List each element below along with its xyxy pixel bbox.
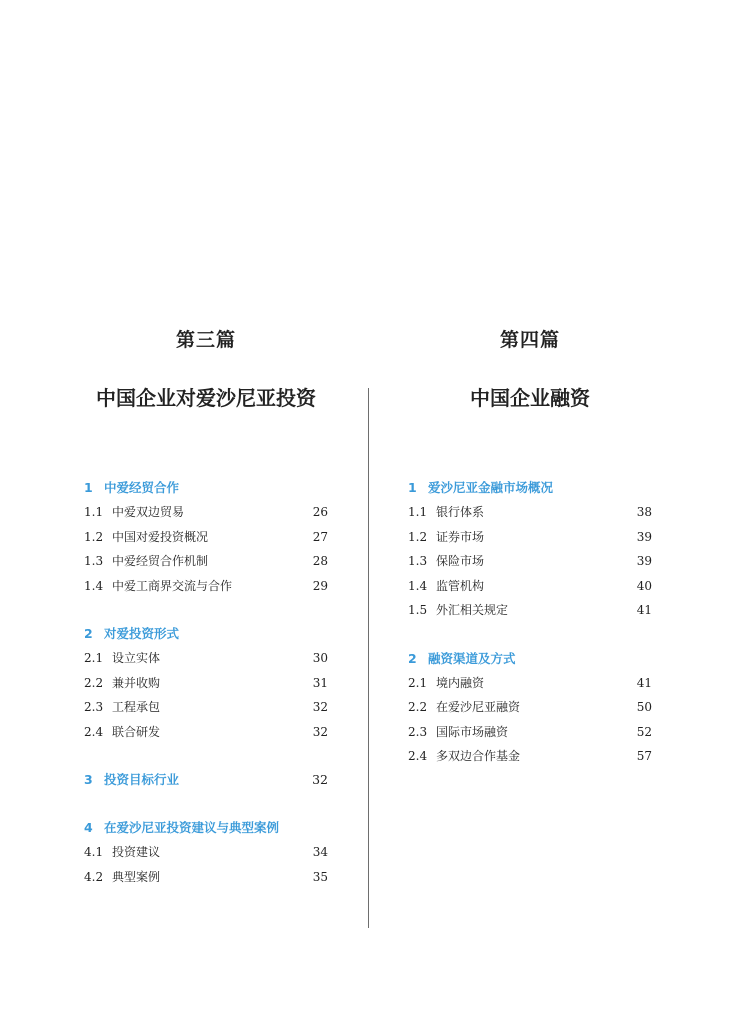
entry-number: 2.2 <box>84 675 104 690</box>
page-number: 40 <box>636 578 652 593</box>
entry-number: 1.2 <box>84 529 104 544</box>
toc-list <box>408 476 652 769</box>
toc-column-part-four <box>408 322 652 793</box>
toc-entry[interactable] <box>408 671 652 696</box>
page-number: 32 <box>312 700 328 714</box>
entry-title: 联合研发 <box>112 724 161 739</box>
page-number: 41 <box>636 675 652 690</box>
toc-section-heading[interactable] <box>84 476 328 500</box>
toc-entry[interactable] <box>408 720 652 745</box>
entry-title: 中国对爱投资概况 <box>112 529 209 544</box>
page-number: 28 <box>312 554 328 568</box>
toc-entry[interactable] <box>84 549 328 574</box>
section-number: 2 <box>408 650 417 666</box>
section-title: 爱沙尼亚金融市场概况 <box>428 480 554 495</box>
toc-section-heading[interactable] <box>84 816 328 840</box>
page-number: 38 <box>636 505 652 519</box>
entry-title: 典型案例 <box>112 869 161 884</box>
page-number: 57 <box>636 749 652 763</box>
section-number: 4 <box>84 820 93 835</box>
entry-number: 2.4 <box>408 749 428 763</box>
part-label: 第四篇 <box>499 329 560 351</box>
section-title: 对爱投资形式 <box>104 626 180 641</box>
section-title: 投资目标行业 <box>104 772 180 787</box>
page-number: 39 <box>636 554 652 568</box>
part-title: 中国企业融资 <box>470 386 590 410</box>
toc-section <box>84 816 328 889</box>
entry-number: 2.1 <box>84 651 104 665</box>
entry-number: 2.2 <box>408 700 428 714</box>
toc-section <box>408 647 652 769</box>
toc-entry[interactable] <box>408 744 652 769</box>
toc-entry[interactable] <box>84 525 328 550</box>
toc-list <box>84 476 328 889</box>
entry-number: 2.3 <box>408 724 428 739</box>
entry-title: 中爱经贸合作机制 <box>112 554 209 568</box>
page-number: 35 <box>312 869 328 884</box>
entry-number: 2.3 <box>84 700 104 714</box>
page-number: 30 <box>312 651 328 665</box>
entry-number: 2.1 <box>408 675 428 690</box>
toc-section-heading[interactable] <box>408 647 652 671</box>
section-number: 1 <box>84 480 93 495</box>
entry-title: 中爱工商界交流与合作 <box>112 578 233 593</box>
page-number: 32 <box>312 724 328 739</box>
entry-title: 国际市场融资 <box>436 724 509 739</box>
entry-title: 设立实体 <box>112 651 161 665</box>
toc-section-heading[interactable] <box>84 768 328 792</box>
page-number: 50 <box>636 700 652 714</box>
toc-section <box>408 476 652 623</box>
part-title: 中国企业对爱沙尼亚投资 <box>96 386 316 410</box>
page-number: 29 <box>312 578 328 593</box>
entry-title: 在爱沙尼亚融资 <box>436 700 521 714</box>
entry-title: 境内融资 <box>436 675 485 690</box>
section-number: 1 <box>408 480 417 495</box>
page-number: 41 <box>636 603 652 617</box>
entry-title: 多双边合作基金 <box>436 749 521 763</box>
toc-entry[interactable] <box>84 840 328 865</box>
entry-number: 1.2 <box>408 529 428 544</box>
page-number: 34 <box>312 845 328 859</box>
toc-entry[interactable] <box>84 574 328 599</box>
column-divider <box>368 388 369 928</box>
section-number: 3 <box>84 772 93 787</box>
page-number: 27 <box>312 529 328 544</box>
toc-entry[interactable] <box>408 574 652 599</box>
entry-number: 1.4 <box>408 578 428 593</box>
entry-number: 2.4 <box>84 724 104 739</box>
entry-title: 银行体系 <box>436 505 485 519</box>
toc-entry[interactable] <box>84 671 328 696</box>
part-label: 第三篇 <box>175 329 236 351</box>
toc-section-heading[interactable] <box>408 476 652 500</box>
entry-number: 1.5 <box>408 603 428 617</box>
entry-number: 1.1 <box>84 505 104 519</box>
entry-title: 监管机构 <box>436 578 485 593</box>
toc-entry[interactable] <box>84 695 328 720</box>
entry-number: 1.3 <box>408 554 428 568</box>
toc-entry[interactable] <box>408 500 652 525</box>
entry-title: 证券市场 <box>436 529 485 544</box>
toc-section-heading[interactable] <box>84 622 328 646</box>
entry-number: 4.2 <box>84 869 104 884</box>
section-title: 融资渠道及方式 <box>428 650 516 666</box>
entry-number: 1.1 <box>408 505 428 519</box>
toc-entry[interactable] <box>84 646 328 671</box>
toc-entry[interactable] <box>84 720 328 745</box>
page-number: 32 <box>312 772 328 787</box>
toc-entry[interactable] <box>408 598 652 623</box>
entry-title: 兼并收购 <box>112 675 161 690</box>
page-number: 31 <box>312 675 328 690</box>
section-number: 2 <box>84 626 93 641</box>
toc-entry[interactable] <box>84 865 328 890</box>
section-title: 在爱沙尼亚投资建议与典型案例 <box>104 820 280 835</box>
entry-number: 1.4 <box>84 578 104 593</box>
toc-section <box>84 768 328 792</box>
toc-section <box>84 476 328 598</box>
toc-entry[interactable] <box>408 525 652 550</box>
entry-title: 外汇相关规定 <box>436 603 509 617</box>
entry-title: 投资建议 <box>112 845 161 859</box>
entry-number: 1.3 <box>84 554 104 568</box>
page-number: 39 <box>636 529 652 544</box>
toc-entry[interactable] <box>84 500 328 525</box>
entry-title: 保险市场 <box>436 554 485 568</box>
toc-entry[interactable] <box>408 695 652 720</box>
entry-title: 工程承包 <box>112 700 161 714</box>
page-number: 52 <box>636 724 652 739</box>
toc-section <box>84 622 328 744</box>
toc-entry[interactable] <box>408 549 652 574</box>
section-title: 中爱经贸合作 <box>104 480 180 495</box>
entry-title: 中爱双边贸易 <box>112 505 185 519</box>
toc-column-part-three <box>84 322 328 913</box>
page-number: 26 <box>312 505 328 519</box>
entry-number: 4.1 <box>84 845 104 859</box>
